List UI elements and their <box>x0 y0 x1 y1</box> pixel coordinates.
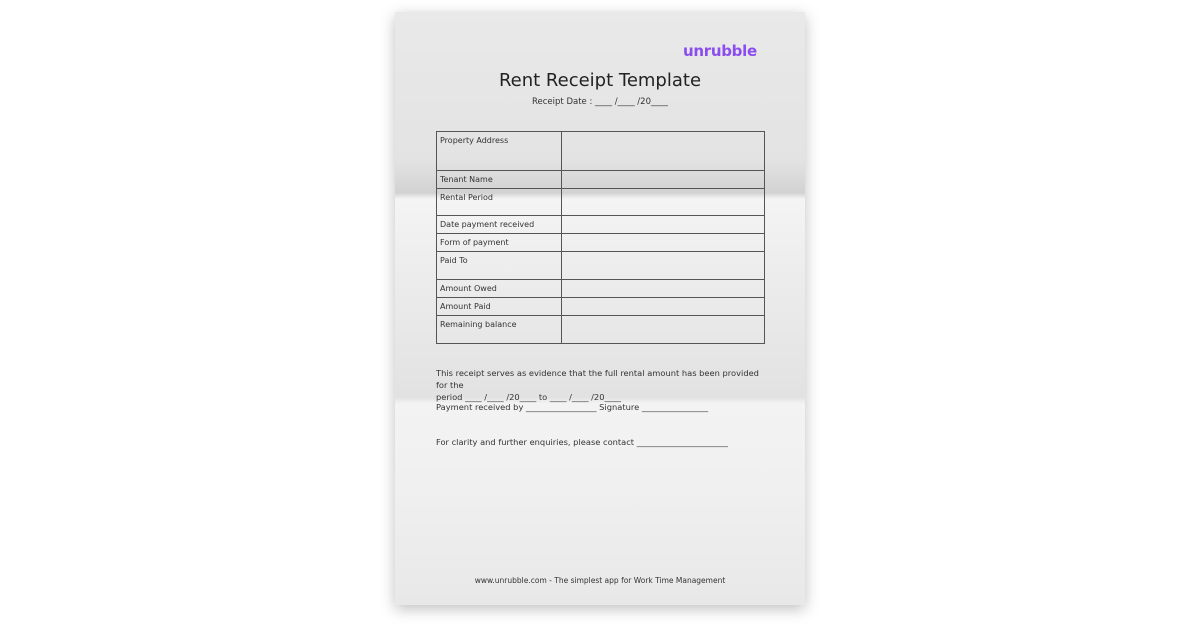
row-label: Form of payment <box>437 234 562 252</box>
table-row <box>437 234 765 252</box>
payment-received-line: Payment received by _________________ Signature ________________ <box>436 402 709 412</box>
evidence-text <box>436 367 766 403</box>
row-value[interactable] <box>562 280 765 298</box>
table-row <box>437 171 765 189</box>
contact-line: For clarity and further enquiries, please contact ______________________ <box>436 437 728 447</box>
evidence-line-1: This receipt serves as evidence that the full rental amount has been provided for the <box>436 368 759 390</box>
table-row <box>437 298 765 316</box>
evidence-line-2: period ____ /____ /20____ to ____ /____ /20____ <box>436 392 622 402</box>
row-label: Date payment received <box>437 216 562 234</box>
row-label: Amount Owed <box>437 280 562 298</box>
row-label: Amount Paid <box>437 298 562 316</box>
row-value[interactable] <box>562 252 765 280</box>
page-title: Rent Receipt Template <box>498 70 702 91</box>
row-label: Paid To <box>437 252 562 280</box>
document-page <box>395 12 805 605</box>
row-label: Rental Period <box>437 189 562 216</box>
row-value[interactable] <box>562 189 765 216</box>
table-row <box>437 189 765 216</box>
table-row <box>437 132 765 171</box>
table-row <box>437 316 765 344</box>
receipt-date: Receipt Date : ____ /____ /20____ <box>532 97 668 107</box>
row-value[interactable] <box>562 216 765 234</box>
table-row <box>437 252 765 280</box>
receipt-table <box>436 131 765 344</box>
row-label: Property Address <box>437 132 562 171</box>
row-value[interactable] <box>562 234 765 252</box>
table-row <box>437 216 765 234</box>
unrubble-logo: unrubble <box>683 42 757 60</box>
footer: www.unrubble.com - The simplest app for Work Time Management <box>474 576 726 585</box>
table-row <box>437 280 765 298</box>
row-value[interactable] <box>562 171 765 189</box>
row-label: Tenant Name <box>437 171 562 189</box>
row-label: Remaining balance <box>437 316 562 344</box>
row-value[interactable] <box>562 316 765 344</box>
row-value[interactable] <box>562 298 765 316</box>
row-value[interactable] <box>562 132 765 171</box>
